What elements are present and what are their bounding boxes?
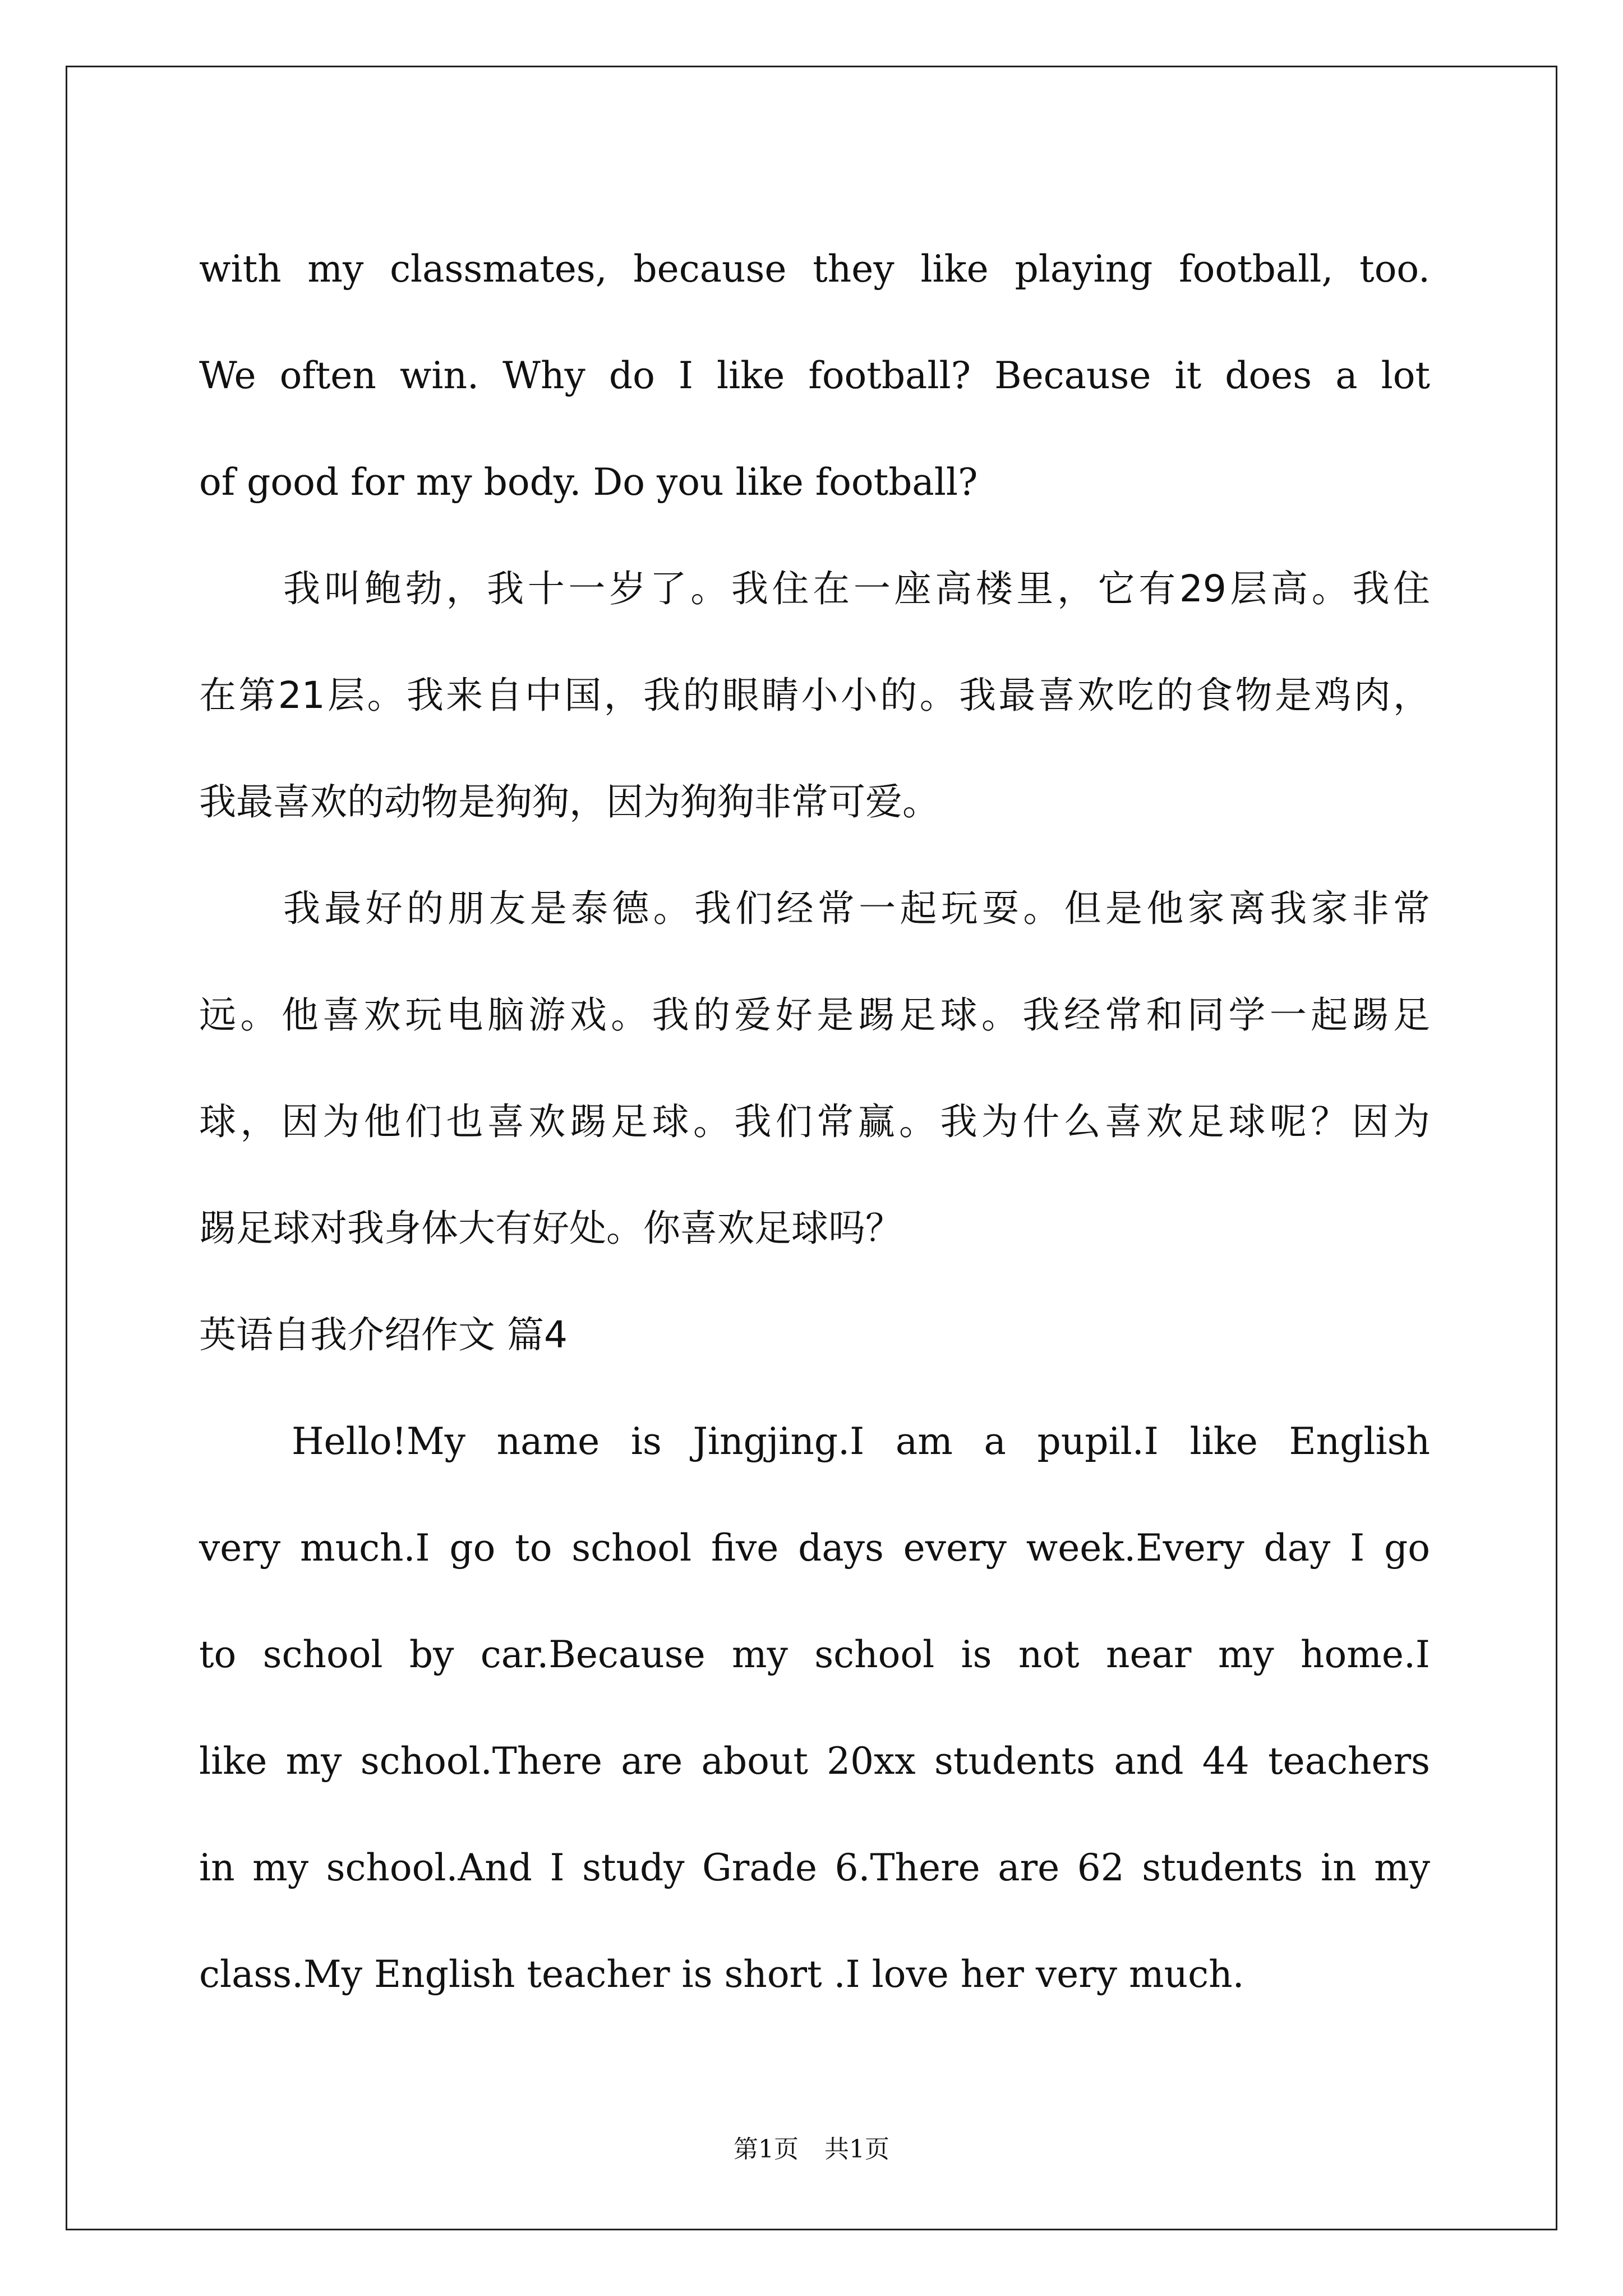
document-body (199, 216, 1430, 2028)
paragraph-line: 我最喜欢的动物是狗狗，因为狗狗非常可爱。 (199, 780, 939, 823)
paragraph-line: with my classmates, because they like playing football, too. (199, 247, 1430, 291)
paragraph-line: 远。他喜欢玩电脑游戏。我的爱好是踢足球。我经常和同学一起踢足 (199, 993, 1430, 1037)
page-number-current: 第1页 (734, 2135, 799, 2164)
page-footer (0, 2129, 1623, 2165)
paragraph-line: class.My English teacher is short .I love her very much. (199, 1953, 1244, 1996)
paragraph-line: 我叫鲍勃，我十一岁了。我住在一座高楼里，它有29层高。我住 (283, 567, 1430, 610)
paragraph-line: 踢足球对我身体大有好处。你喜欢足球吗？ (199, 1207, 902, 1250)
paragraph-line: of good for my body. Do you like football? (199, 461, 978, 504)
paragraph-line: very much.I go to school five days every week.Every day I go (199, 1526, 1430, 1570)
page-number-total: 共1页 (824, 2135, 889, 2164)
paragraph-line: in my school.And I study Grade 6.There are 62 students in my (199, 1846, 1430, 1889)
section-heading: 英语自我介绍作文 篇4 (199, 1313, 568, 1356)
paragraph-line: 在第21层。我来自中国，我的眼睛小小的。我最喜欢吃的食物是鸡肉， (199, 674, 1430, 717)
paragraph-line: We often win. Why do I like football? Because it does a lot (199, 354, 1430, 397)
paragraph-line: like my school.There are about 20xx students and 44 teachers (199, 1740, 1430, 1783)
paragraph-line: 球，因为他们也喜欢踢足球。我们常赢。我为什么喜欢足球呢？因为 (199, 1100, 1430, 1143)
paragraph-line: 我最好的朋友是泰德。我们经常一起玩耍。但是他家离我家非常 (283, 887, 1430, 930)
paragraph-line: Hello!My name is Jingjing.I am a pupil.I like English (292, 1420, 1430, 1463)
paragraph-line: to school by car.Because my school is not near my home.I (199, 1633, 1430, 1676)
